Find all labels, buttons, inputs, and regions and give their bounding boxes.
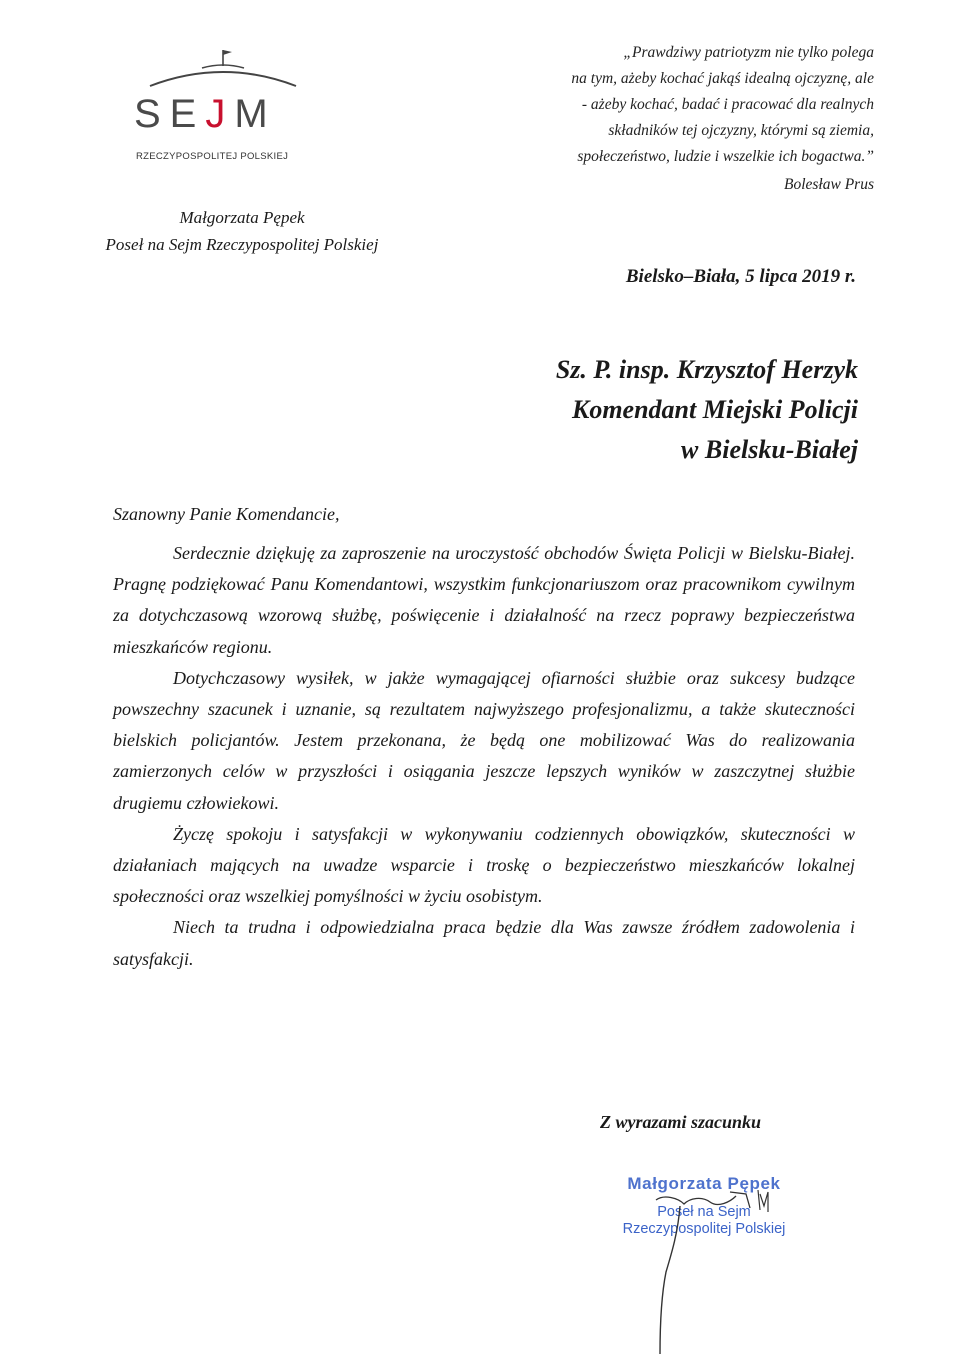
quote-line: - ażeby kochać, badać i pracować dla realnych [581, 96, 874, 113]
letter-body [113, 538, 855, 975]
body-paragraph: Dotychczasowy wysiłek, w jakże wymagającej ofiarności służbie oraz sukcesy budzące powszechny szacunek i uznanie, są rezultatem najwyższego profesjonalizmu, a także skuteczności bielskich policjantów. Jestem przekonana, że będą one mobilizować Was do realizowania zamierzonych celów w przyszłości i osiągania jeszcze lepszych wyników w zaszczytnej służbie drugiemu człowiekowi. [113, 667, 855, 813]
stamp-line: Rzeczypospolitej Polskiej [622, 1221, 786, 1237]
sender-name: Małgorzata Pępek [179, 208, 305, 227]
quote-line: społeczeństwo, ludzie i wszelkie ich bogactwa.” [577, 148, 874, 165]
stamp-name: Małgorzata Pępek [627, 1174, 781, 1193]
stamp-line: Poseł na Sejm [657, 1204, 751, 1220]
addressee-name: Sz. P. insp. Krzysztof Herzyk [555, 355, 858, 384]
quote-author: Bolesław Prus [784, 176, 874, 193]
logo-subtitle: RZECZYPOSPOLITEJ POLSKIEJ [136, 151, 289, 162]
addressee-position: Komendant Miejski Policji [571, 395, 858, 424]
body-paragraph: Niech ta trudna i odpowiedzialna praca będzie dla Was zawsze źródłem zadowolenia i satysfakcji. [113, 917, 855, 969]
addressee-block [556, 350, 858, 470]
body-paragraph: Życzę spokoju i satysfakcji w wykonywaniu codziennych obowiązków, skuteczności w działaniach mających na uwadze wsparcie i troskę o bezpieczeństwo mieszkańców lokalnej społeczności oraz wszelkiej pomyślności w życiu osobistym. [113, 823, 855, 907]
sender-block [62, 204, 422, 258]
sejm-logo [120, 40, 320, 180]
motto-quote [494, 40, 874, 170]
quote-line: „Prawdziwy patriotyzm nie tylko polega [623, 44, 874, 61]
body-paragraph: Serdecznie dziękuję za zaproszenie na uroczystość obchodów Święta Policji w Bielsku-Białej. Pragnę podziękować Panu Komendantowi, wszystkim funkcjonariuszom oraz pracownikom cywilnym za dotychczasową wzorową służbę, poświęcenie i działalność na rzecz poprawy bezpieczeństwa mieszkańców regionu. [113, 543, 855, 657]
logo-text: SEJM [134, 92, 277, 136]
quote-line: na tym, ażeby kochać jakąś idealną ojczyznę, ale [571, 70, 874, 87]
closing-phrase: Z wyrazami szacunku [600, 1112, 762, 1132]
sejm-dome-icon [120, 40, 320, 100]
letter-date: Bielsko–Biała, 5 lipca 2019 r. [625, 266, 856, 287]
addressee-location: w Bielsku-Białej [681, 435, 858, 464]
salutation: Szanowny Panie Komendancie, [113, 504, 340, 524]
sender-title: Poseł na Sejm Rzeczypospolitej Polskiej [105, 235, 379, 254]
quote-line: składników tej ojczyzny, którymi są ziemia, [608, 122, 874, 139]
name-stamp [594, 1174, 814, 1237]
